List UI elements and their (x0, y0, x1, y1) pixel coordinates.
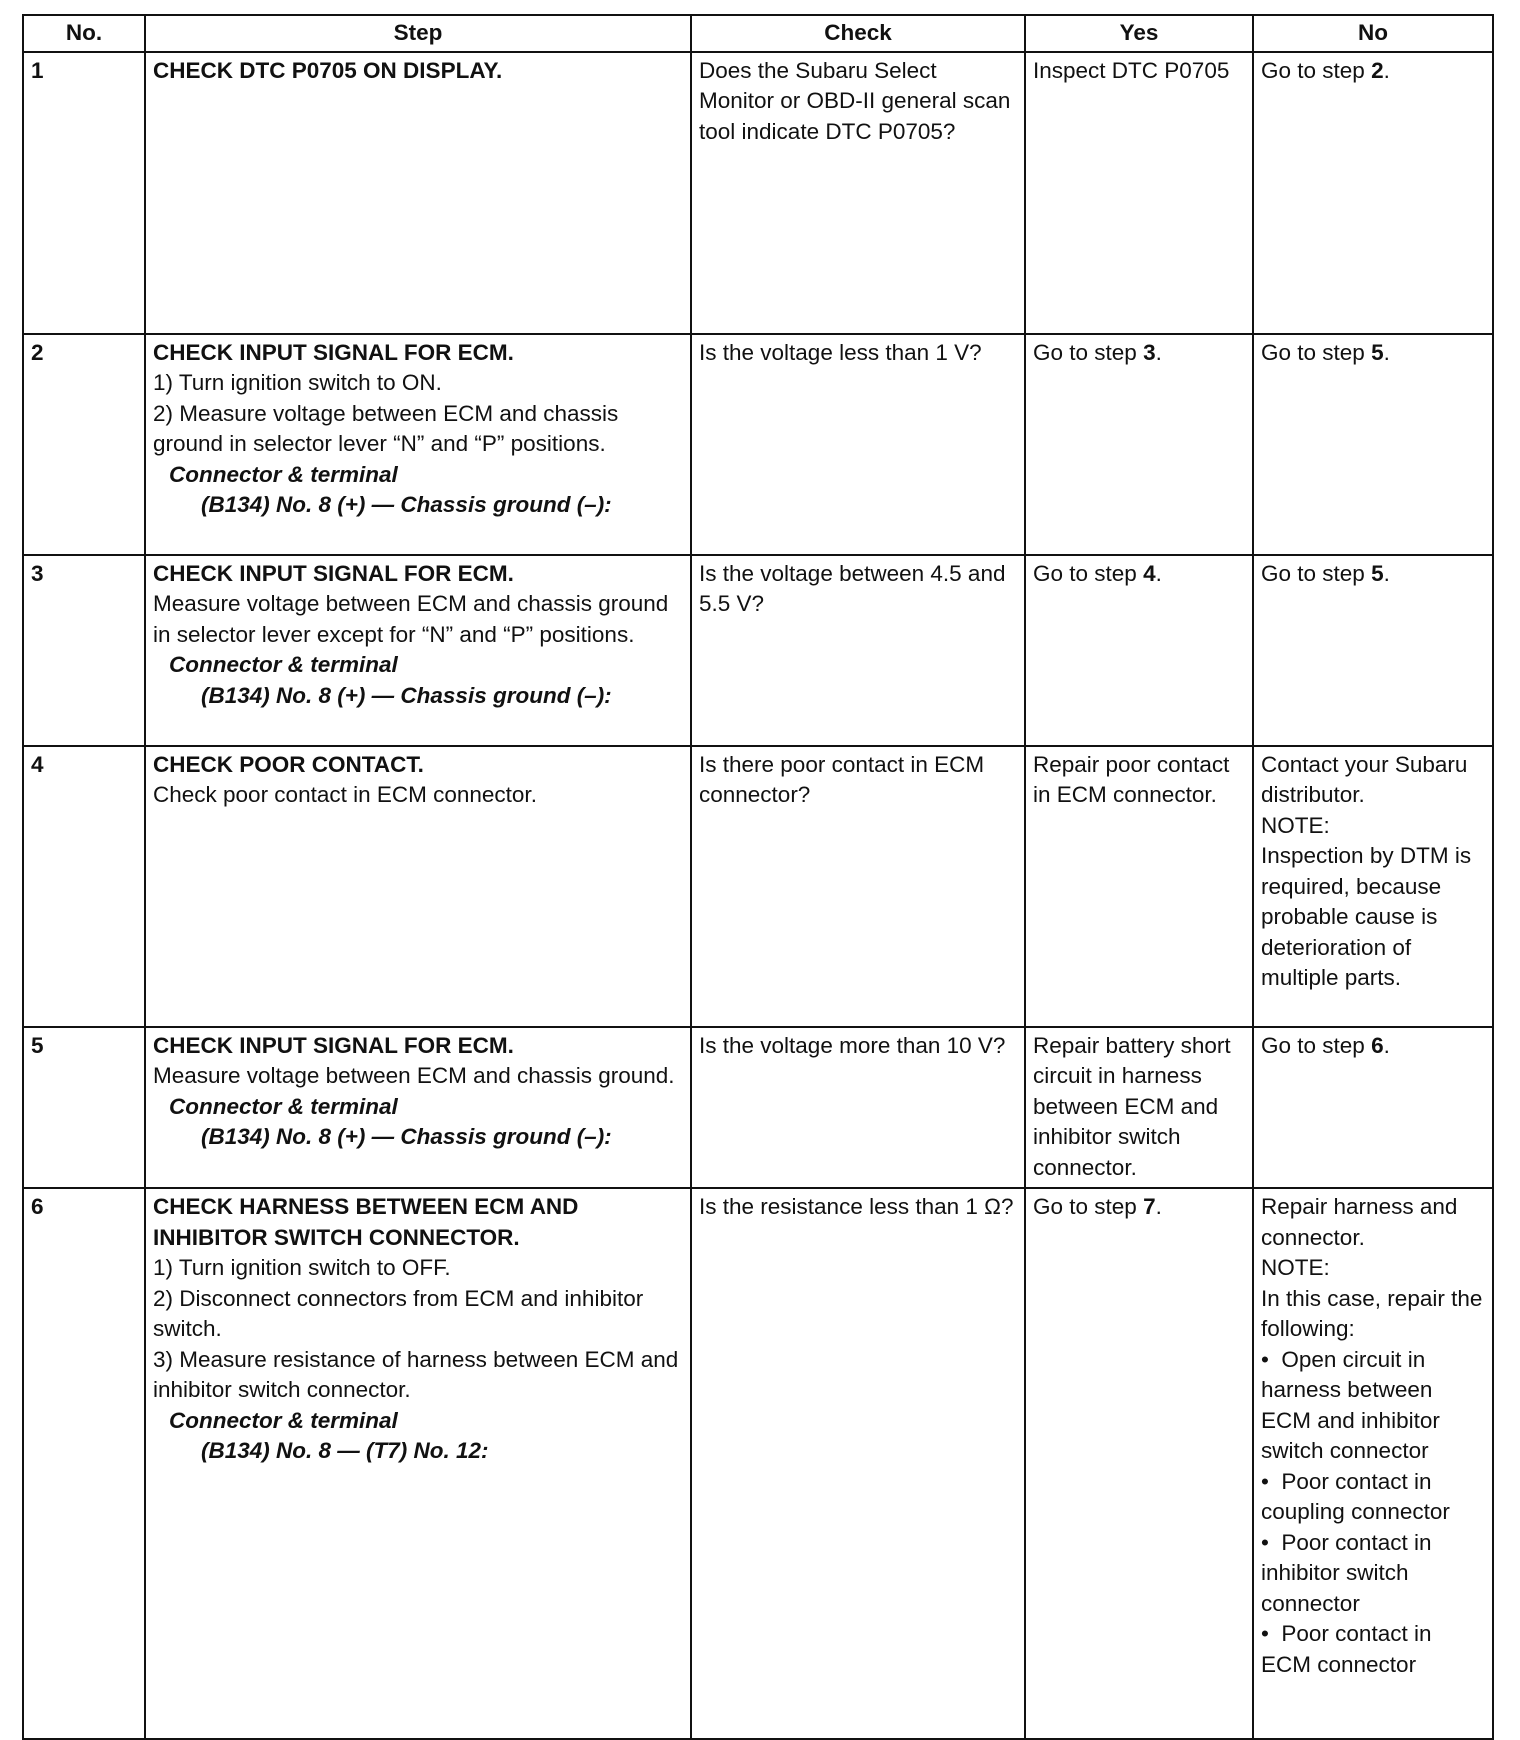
step-title: CHECK INPUT SIGNAL FOR ECM. (153, 339, 514, 365)
no-cell: Go to step 5. (1253, 555, 1493, 746)
step-title: CHECK DTC P0705 ON DISPLAY. (153, 57, 503, 83)
yes-cell: Repair battery short circuit in harness between ECM and inhibitor switch connector. (1025, 1027, 1253, 1189)
table-row (23, 334, 1493, 555)
note-label: NOTE: (1261, 812, 1330, 838)
header-yes: Yes (1025, 15, 1253, 52)
bullet-item: • Open circuit in harness between ECM and inhibitor switch connector (1261, 1345, 1485, 1467)
yes-cell: Go to step 4. (1025, 555, 1253, 746)
yes-cell: Go to step 7. (1025, 1188, 1253, 1739)
yes-cell: Go to step 3. (1025, 334, 1253, 555)
connector-heading: Connector & terminal (169, 1093, 398, 1119)
header-check: Check (691, 15, 1025, 52)
connector-terminal: (B134) No. 8 — (T7) No. 12: (201, 1438, 489, 1463)
step-number: 3 (23, 555, 145, 746)
step-cell (145, 52, 691, 334)
bullet-item: • Poor contact in ECM connector (1261, 1619, 1485, 1680)
step-cell (145, 746, 691, 1027)
step-instruction: 3) Measure resistance of harness between ECM and inhibitor switch connector. (153, 1346, 679, 1402)
step-instruction: Measure voltage between ECM and chassis ground in selector lever except for “N” and “P” positions. (153, 591, 669, 647)
check-cell: Does the Subaru Select Monitor or OBD-II general scan tool indicate DTC P0705? (691, 52, 1025, 334)
step-instruction: 1) Turn ignition switch to ON. (153, 370, 442, 395)
bullet-item: • Poor contact in coupling connector (1261, 1467, 1485, 1528)
diagnostic-table (22, 14, 1494, 1740)
step-cell (145, 334, 691, 555)
header-no-result: No (1253, 15, 1493, 52)
note-text: Inspection by DTM is required, because probable cause is deterioration of multiple parts. (1261, 843, 1472, 990)
table-row (23, 555, 1493, 746)
connector-heading: Connector & terminal (169, 652, 398, 677)
step-title: CHECK INPUT SIGNAL FOR ECM. (153, 1032, 514, 1058)
table-row (23, 746, 1493, 1027)
step-title: CHECK HARNESS BETWEEN ECM AND INHIBITOR SWITCH CONNECTOR. (153, 1194, 579, 1250)
header-step: Step (145, 15, 691, 52)
no-text: Contact your Subaru distributor. (1261, 751, 1468, 807)
no-cell: Go to step 6. (1253, 1027, 1493, 1189)
step-number: 6 (23, 1188, 145, 1739)
step-cell (145, 1188, 691, 1739)
step-number: 1 (23, 52, 145, 334)
check-cell: Is the voltage more than 10 V? (691, 1027, 1025, 1189)
step-number: 2 (23, 334, 145, 555)
bullet-item: • Poor contact in inhibitor switch connector (1261, 1528, 1485, 1620)
step-number: 5 (23, 1027, 145, 1189)
check-cell: Is the resistance less than 1 Ω? (691, 1188, 1025, 1739)
step-instruction: 2) Disconnect connectors from ECM and inhibitor switch. (153, 1285, 644, 1341)
step-instruction: 1) Turn ignition switch to OFF. (153, 1255, 451, 1280)
step-title: CHECK POOR CONTACT. (153, 751, 424, 777)
connector-terminal: (B134) No. 8 (+) — Chassis ground (–): (201, 1124, 612, 1149)
note-label: NOTE: (1261, 1255, 1330, 1280)
step-instruction: Measure voltage between ECM and chassis ground. (153, 1063, 675, 1088)
step-title: CHECK INPUT SIGNAL FOR ECM. (153, 560, 514, 586)
step-cell (145, 1027, 691, 1189)
no-text: Repair harness and connector. (1261, 1194, 1458, 1250)
check-cell: Is there poor contact in ECM connector? (691, 746, 1025, 1027)
table-row (23, 1188, 1493, 1739)
no-cell: Go to step 5. (1253, 334, 1493, 555)
connector-heading: Connector & terminal (169, 1407, 398, 1433)
yes-cell: Repair poor contact in ECM connector. (1025, 746, 1253, 1027)
note-text: In this case, repair the following: (1261, 1285, 1483, 1341)
yes-cell: Inspect DTC P0705 (1025, 52, 1253, 334)
header-no: No. (23, 15, 145, 52)
step-cell (145, 555, 691, 746)
check-cell: Is the voltage between 4.5 and 5.5 V? (691, 555, 1025, 746)
no-cell: Go to step 2. (1253, 52, 1493, 334)
no-cell (1253, 1188, 1493, 1739)
header-row (23, 15, 1493, 52)
table-row (23, 52, 1493, 334)
step-instruction: 2) Measure voltage between ECM and chassis ground in selector lever “N” and “P” positions. (153, 400, 619, 456)
no-cell (1253, 746, 1493, 1027)
check-cell: Is the voltage less than 1 V? (691, 334, 1025, 555)
connector-terminal: (B134) No. 8 (+) — Chassis ground (–): (201, 682, 612, 708)
step-number: 4 (23, 746, 145, 1027)
connector-heading: Connector & terminal (169, 461, 398, 487)
connector-terminal: (B134) No. 8 (+) — Chassis ground (–): (201, 492, 612, 517)
step-instruction: Check poor contact in ECM connector. (153, 782, 537, 807)
table-row (23, 1027, 1493, 1189)
